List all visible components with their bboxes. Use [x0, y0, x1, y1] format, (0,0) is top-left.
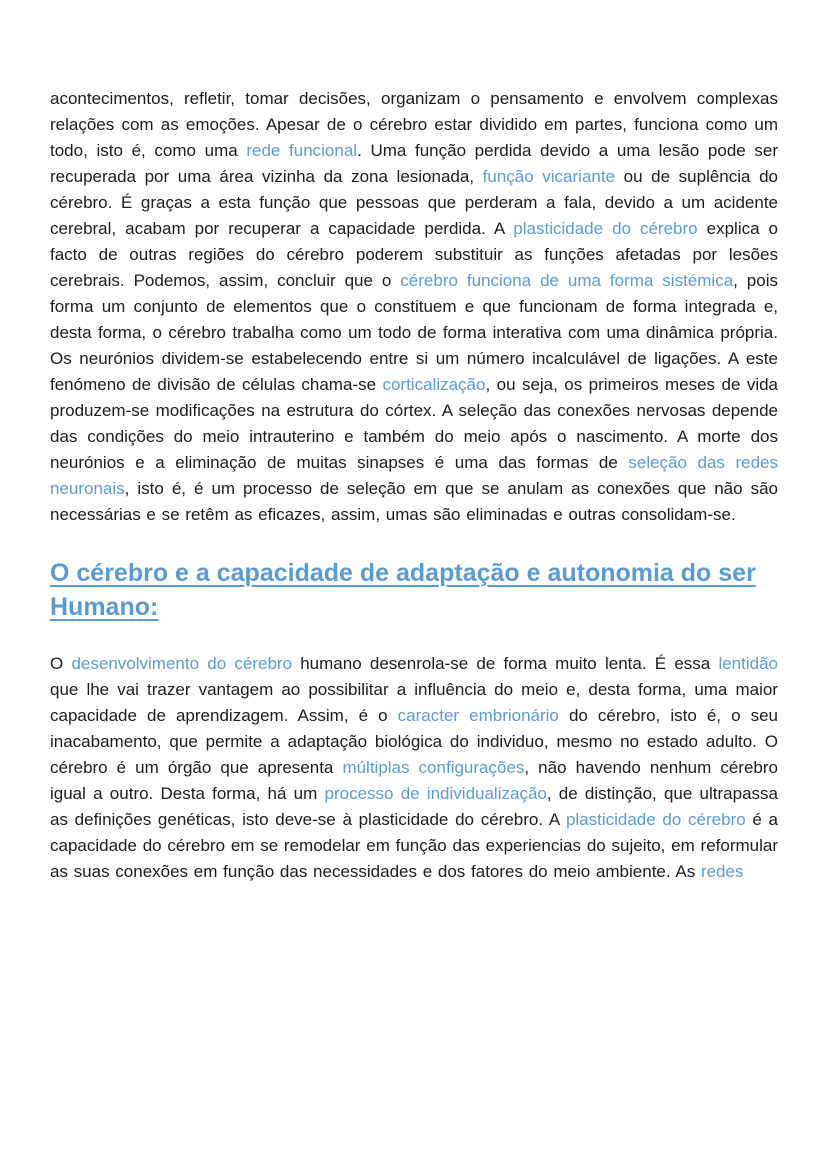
highlighted-term: seleção das redes neuronais [50, 453, 778, 498]
text-run: é a capacidade do cérebro em se remodelar em função das experiencias do sujeito, em reformular as suas conexões em função das necessidades e dos fatores do meio ambiente. As [50, 810, 779, 881]
highlighted-term: cérebro funciona de uma forma sistémica [400, 271, 734, 290]
highlighted-term: plasticidade do cérebro [513, 219, 698, 238]
text-run: . Uma função perdida devido a uma lesão pode ser recuperada por uma área vizinha da zona lesionada, [50, 141, 778, 186]
section-heading [50, 556, 778, 624]
highlighted-term: desenvolvimento do cérebro [71, 654, 293, 673]
text-run: explica o facto de outras regiões do cérebro poderem substituir as funções afetadas por lesões cerebrais. Podemos, assim, concluir que o [50, 219, 779, 290]
text-run: humano desenrola-se de forma muito lenta. É essa [292, 654, 719, 673]
highlighted-term: redes [700, 862, 744, 881]
text-run: O cérebro e a capacidade de adaptação e autonomia do ser Humano: [50, 559, 756, 621]
text-run: , isto é, é um processo de seleção em que se anulam as conexões que não são necessárias e se retêm as eficazes, assim, umas são eliminadas e outras consolidam-se. [50, 479, 778, 524]
highlighted-term: função vicariante [482, 167, 616, 186]
text-run: ou de suplência do cérebro. É graças a esta função que pessoas que perderam a fala, devido a um acidente cerebral, acabam por recuperar a capacidade perdida. A [50, 167, 778, 238]
highlighted-term: múltiplas configurações [342, 758, 525, 777]
text-run: acontecimentos, refletir, tomar decisões, organizam o pensamento e envolvem complexas relações com as emoções. Apesar de o cérebro estar dividido em partes, funciona como um todo, isto é, como uma [50, 89, 778, 160]
text-run: , de distinção, que ultrapassa as definições genéticas, isto deve-se à plasticidade do cérebro. A [50, 784, 778, 829]
text-run: O [50, 654, 72, 673]
text-run: do cérebro, isto é, o seu inacabamento, que permite a adaptação biológica do individuo, mesmo no estado adulto. O cérebro é um órgão que apresenta [50, 706, 779, 777]
text-run: , não havendo nenhum cérebro igual a outro. Desta forma, há um [50, 758, 778, 803]
highlighted-term: lentidão [718, 654, 779, 673]
highlighted-term: corticalização [382, 375, 486, 394]
document-content [50, 86, 778, 885]
text-run: , pois forma um conjunto de elementos que o constituem e que funcionam de forma integrada e, desta forma, o cérebro trabalha como um todo de forma interativa com uma dinâmica própria. Os neurónios dividem-se estabelecendo entre si um número incalculável de ligações. A este fenómeno de divisão de células chama-se [50, 271, 778, 394]
body-paragraph [50, 86, 778, 528]
highlighted-term: rede funcional [246, 141, 358, 160]
text-run: , ou seja, os primeiros meses de vida produzem-se modificações na estrutura do córtex. A seleção das conexões nervosas depende das condições do meio intrauterino e também do meio após o nascimento. A morte dos neurónios e a eliminação de muitas sinapses é uma das formas de [50, 375, 779, 472]
highlighted-term: plasticidade do cérebro [565, 810, 746, 829]
highlighted-term: processo de individualização [324, 784, 547, 803]
text-run: que lhe vai trazer vantagem ao possibilitar a influência do meio e, desta forma, uma maior capacidade de aprendizagem. Assim, é o [50, 680, 778, 725]
highlighted-term: caracter embrionário [397, 706, 559, 725]
body-paragraph [50, 651, 778, 885]
